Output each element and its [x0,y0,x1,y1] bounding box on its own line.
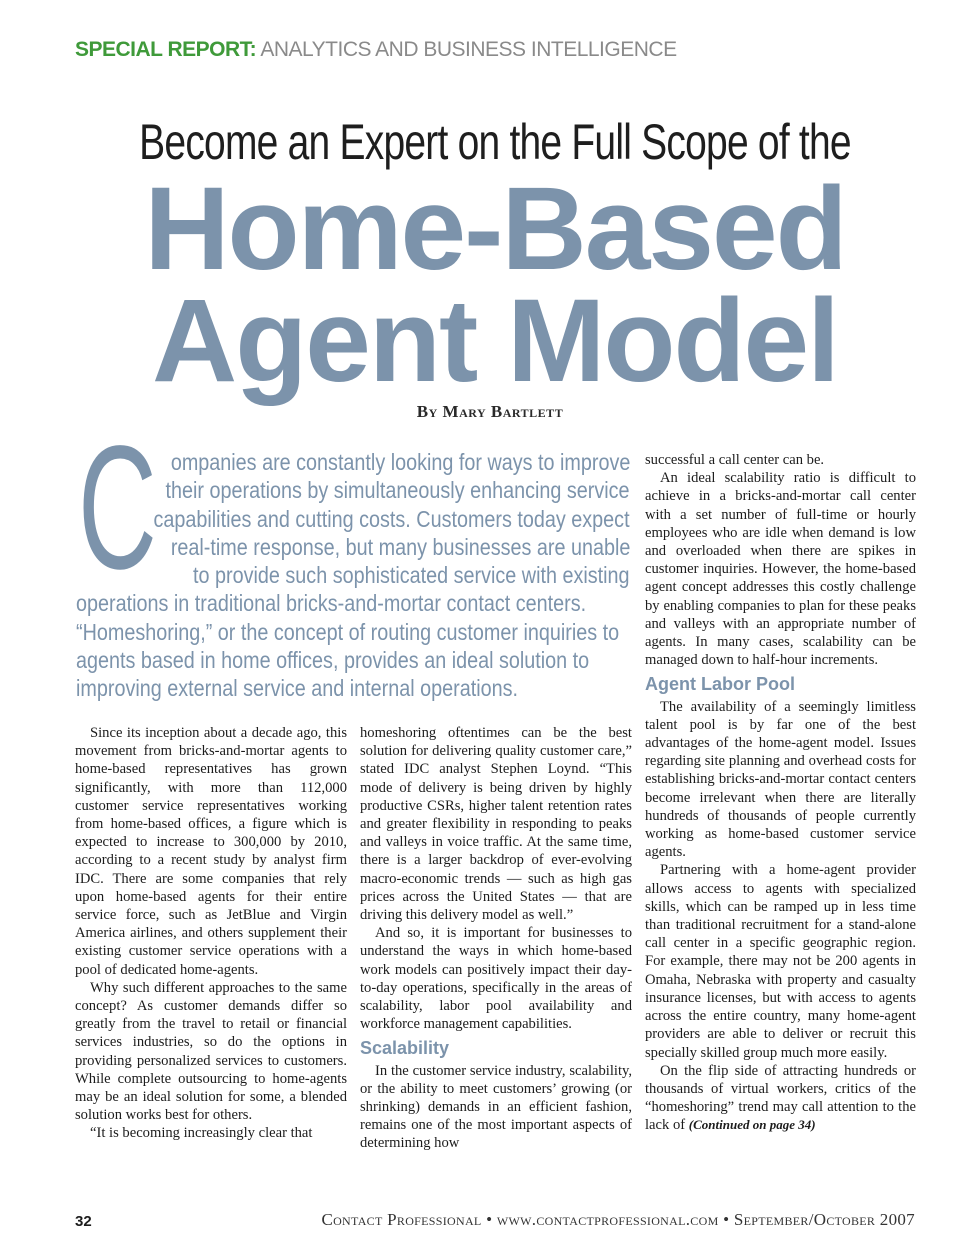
body-paragraph: And so, it is important for businesses to understand the ways in which home-based work models can positively impact their day-to-day operations, specifically in the areas of scalability, labor pool availability and workforce management capabilities. [360,925,632,1033]
subheading-agent-labor-pool: Agent Labor Pool [645,674,795,695]
continued-link[interactable]: (Continued on page 34) [688,1117,816,1133]
body-paragraph: An ideal scalability ratio is difficult to achieve in a bricks-and-mortar call center with a set number of full-time or hourly employees who are idle when demand is low and overloaded when there are spikes in customer inquiries. However, the home-based agent concept addresses this costly challenge by enabling companies to plan for these peaks and valleys with an appropriate number of agents. In many cases, scalability can be managed down to half-hour increments. [645,470,916,669]
body-paragraph: homeshoring oftentimes can be the best solution for delivering quality customer care,” stated IDC analyst Stephen Loynd. “This mode of delivery is being driven by highly productive CSRs, higher talent retention rates and greater flexibility in responding to peaks and valleys in voice traffic. At the same time, there is a larger backdrop of ever-evolving macro-economic trends — such as high gas prices across the United States — that are driving this delivery model as well.” [360,725,632,924]
section-header [75,38,677,62]
body-paragraph: Partnering with a home-agent provider allows access to agents with specialized skills, which can be ramped up in less time than traditional recruitment for a stand-alone call center in a specific geographic region. For example, there may not be 200 agents in Omaha, Nebraska with property and casualty insurance licenses, but with access to agents across the entire country, many home-agent providers are able to deliver or recruit this specially skilled group much more easily. [645,862,916,1061]
intro-line: to provide such sophisticated service with existing [193,562,630,588]
body-paragraph: The availability of a seemingly limitless talent pool is by far one of the best advantages of the home-agent model. Issues regarding site planning and overhead costs for establishing bricks-and-mortar contact centers become irrelevant when there are literally hundreds of thousands of people currently working as home-based customer service agents. [645,698,916,861]
body-column-3 [645,451,916,1135]
article-title-line1: Become an Expert on the Full Scope of the [139,114,851,170]
footer-publication-line: Contact Professional • www.contactprofessional.com • September/October 2007 [321,1210,915,1229]
body-paragraph: Why such different approaches to the same concept? As customer demands differ so greatly from the travel to retail or financial services industries, so do the options in providing personalized services to customers. While complete outsourcing to home-agents may be an ideal solution for some, a blended solution works best for others. [75,979,347,1124]
body-paragraph: successful a call center can be. [645,452,825,468]
article-title-big-line1: Home-Based [144,163,846,295]
intro-line: real-time response, but many businesses are unable [170,534,630,560]
body-column-1 [75,724,347,1143]
page-number: 32 [75,1213,92,1230]
body-column-2 [360,724,632,1153]
drop-cap: C [78,410,157,606]
intro-line: improving external service and internal operations. [76,675,518,701]
body-paragraph: Since its inception about a decade ago, this movement from bricks-and-mortar agents to home-based representatives has grown significantly, with more than 112,000 customer service representatives working from home-based offices, a figure which is expected to increase to 300,000 by 2010, according to a recent study by analyst firm IDC. There are some companies that rely upon home-based agents for their entire service force, such as JetBlue and Virgin America airlines, and others supplement their existing customer service operations with a pool of dedicated home-agents. [75,725,347,978]
body-paragraph-text: On the flip side of attracting hundreds or thousands of virtual workers, critics of the “homeshoring” trend may call attention to the lack of [645,1062,916,1134]
intro-line: “Homeshoring,” or the concept of routing customer inquiries to [76,619,620,645]
article-title-big-line2: Agent Model [152,275,838,407]
body-paragraph [645,1062,916,1135]
intro-line: agents based in home offices, provides an ideal solution to [76,647,590,673]
byline: By Mary Bartlett [416,402,564,421]
body-paragraph: In the customer service industry, scalability, or the ability to meet customers’ growing (or shrinking) demands in an efficient fashion, remains one of the most important aspects of determining how [360,1062,632,1152]
section-kicker: SPECIAL REPORT: [75,38,257,61]
intro-line: capabilities and cutting costs. Customers today expect [153,506,630,532]
section-topic: ANALYTICS AND BUSINESS INTELLIGENCE [260,38,677,61]
intro-line: ompanies are constantly looking for ways to improve [170,449,630,475]
subheading-scalability: Scalability [360,1038,450,1059]
body-paragraph: “It is becoming increasingly clear that [90,1125,313,1142]
intro-line: their operations by simultaneously enhancing service [166,477,630,503]
intro-line: operations in traditional bricks-and-mortar contact centers. [76,590,587,616]
